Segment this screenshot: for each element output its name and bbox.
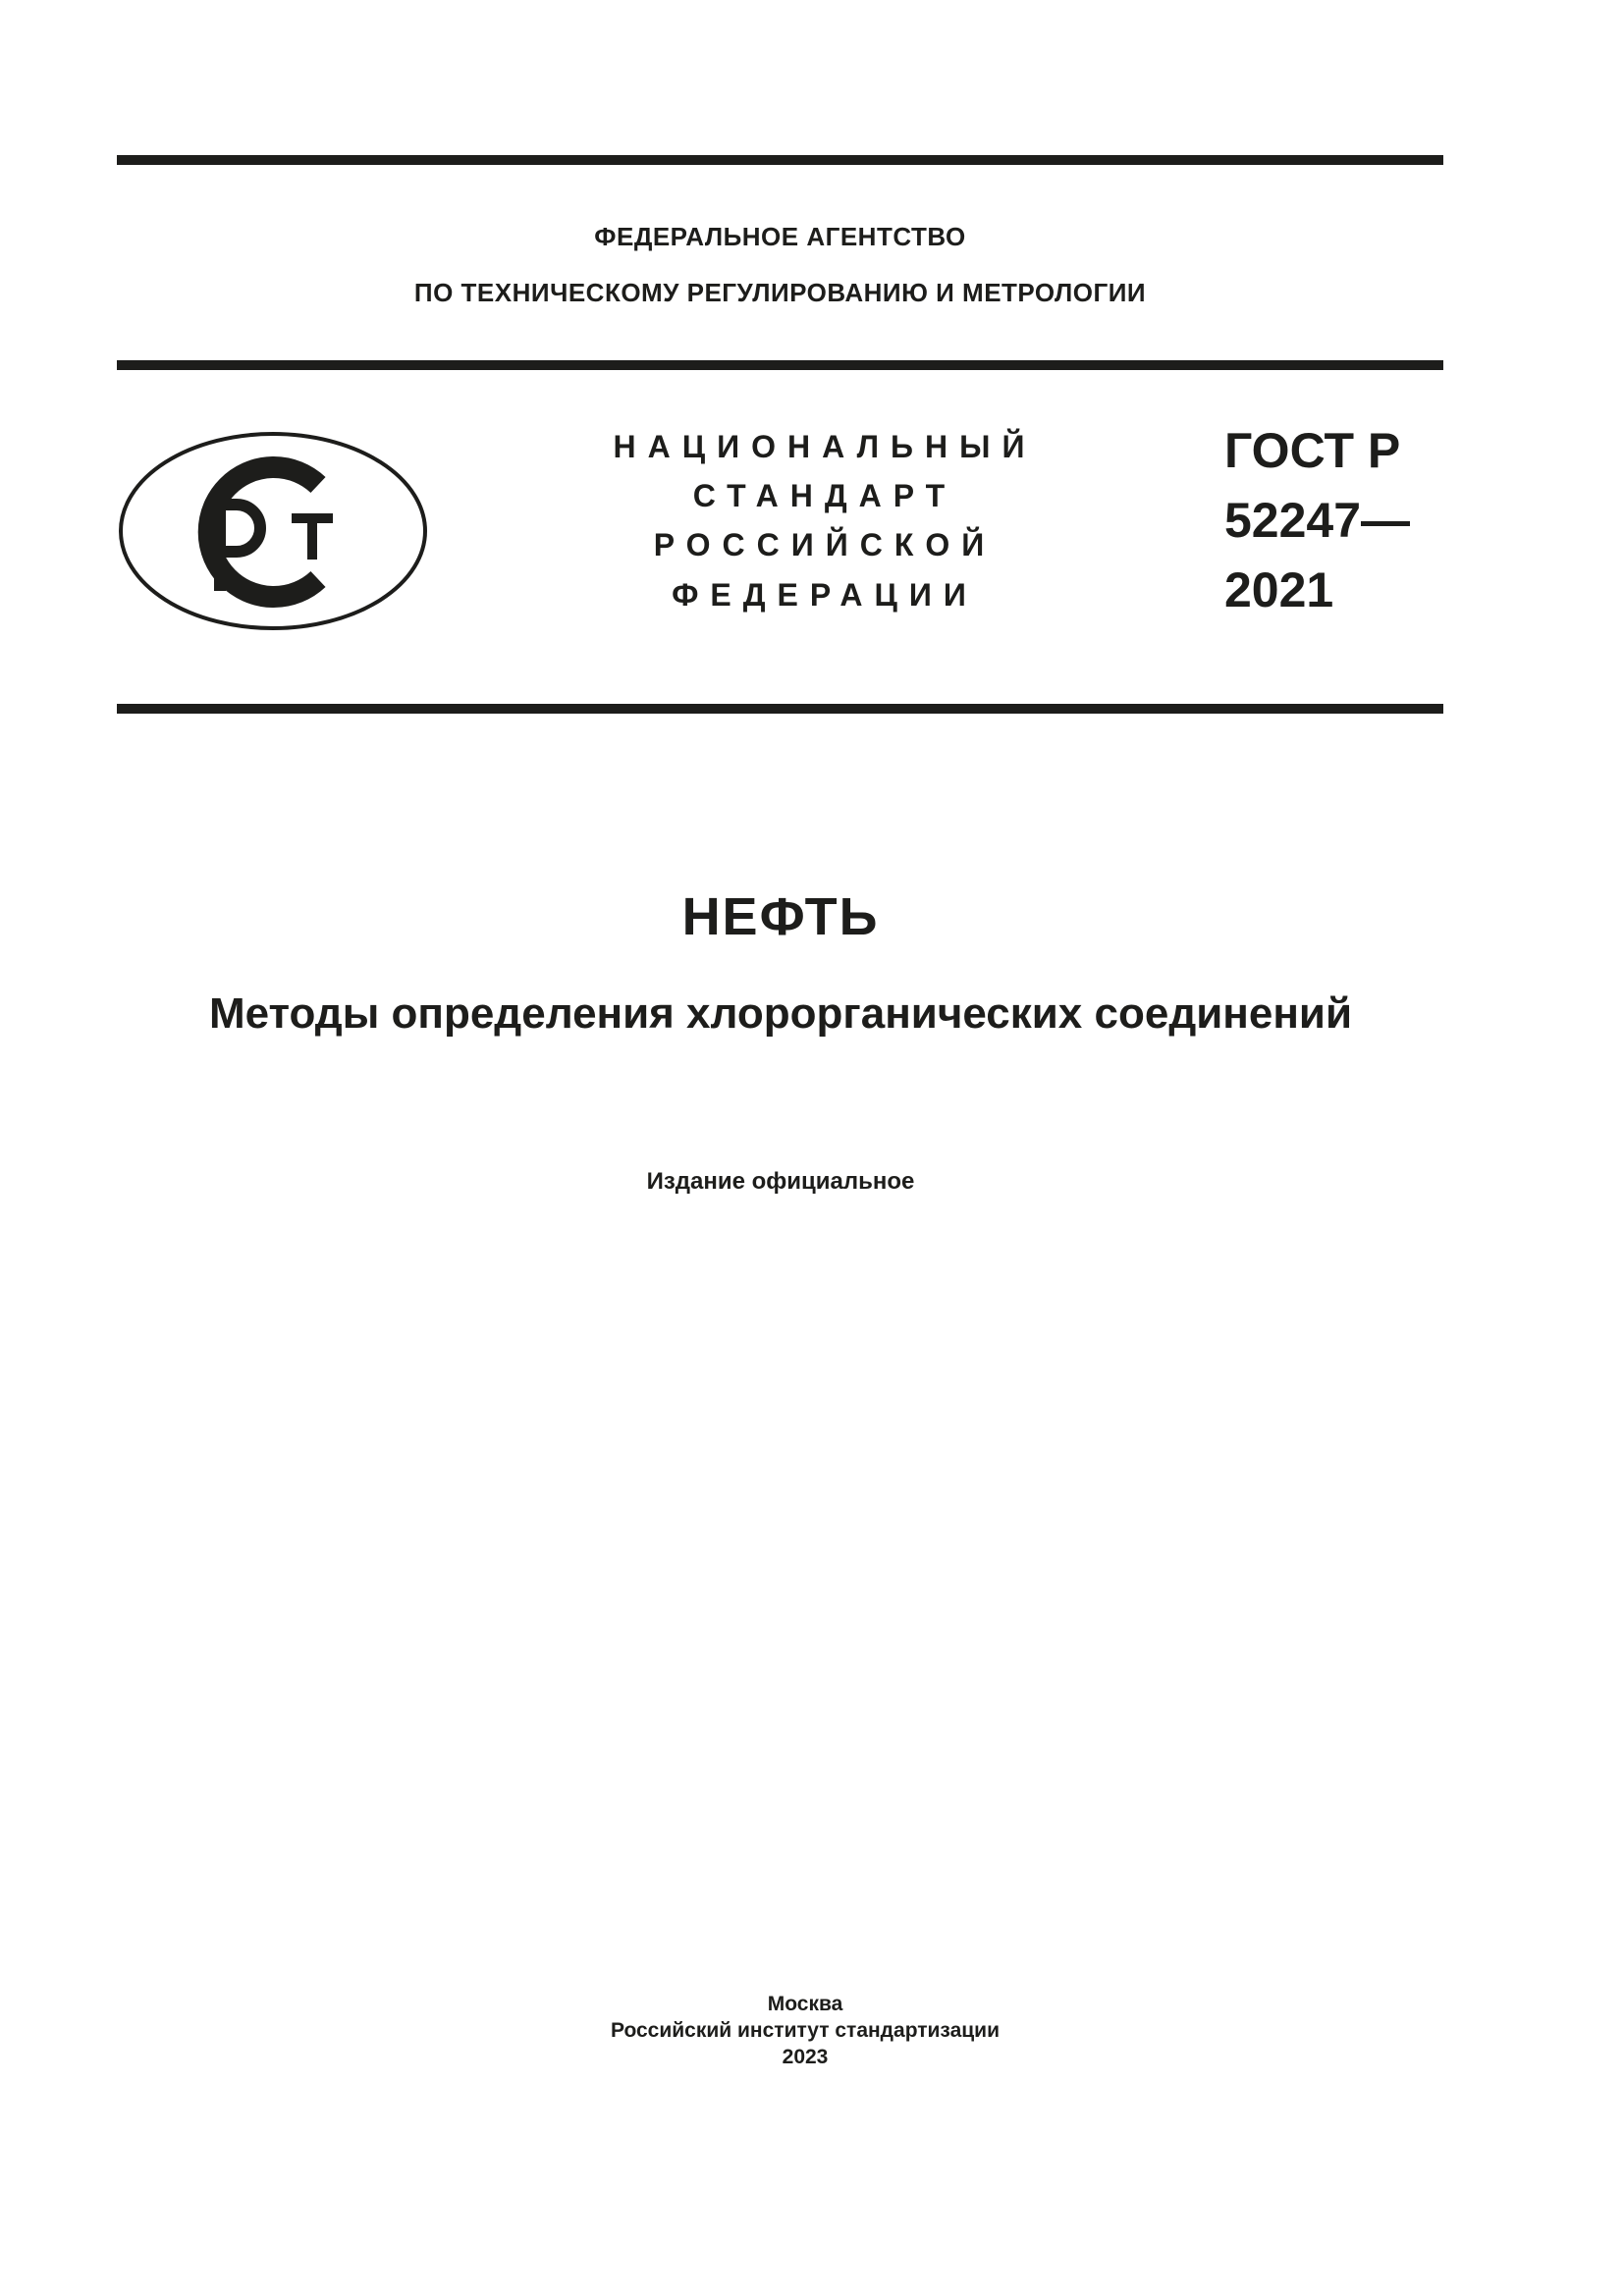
national-standard-line-4: ФЕДЕРАЦИИ bbox=[672, 577, 978, 613]
national-standard-line-3: РОССИЙСКОЙ bbox=[653, 527, 997, 562]
gost-designation-line-3: 2021 bbox=[1224, 562, 1334, 617]
top-rule bbox=[117, 155, 1443, 165]
national-standard-line-2: СТАНДАРТ bbox=[692, 478, 957, 513]
gost-designation-line-1: ГОСТ Р bbox=[1224, 423, 1401, 478]
agency-name-line-1: ФЕДЕРАЛЬНОЕ АГЕНТСТВО bbox=[594, 222, 966, 251]
imprint-year: 2023 bbox=[782, 2046, 829, 2068]
rst-certification-mark-icon bbox=[117, 430, 431, 632]
imprint-publisher: Российский институт стандартизации bbox=[610, 2019, 1001, 2042]
middle-rule bbox=[117, 360, 1443, 370]
gost-designation-line-2: 52247— bbox=[1224, 493, 1411, 548]
agency-name-line-2: ПО ТЕХНИЧЕСКОМУ РЕГУЛИРОВАНИЮ И МЕТРОЛОГИИ bbox=[413, 278, 1147, 307]
edition-note: Издание официальное bbox=[646, 1168, 915, 1195]
national-standard-line-1: НАЦИОНАЛЬНЫЙ bbox=[613, 429, 1037, 464]
document-title: НЕФТЬ bbox=[681, 887, 880, 946]
imprint-city: Москва bbox=[767, 1993, 843, 2015]
bottom-rule bbox=[117, 704, 1443, 714]
document-subtitle: Методы определения хлорорганических соединений bbox=[208, 989, 1353, 1038]
